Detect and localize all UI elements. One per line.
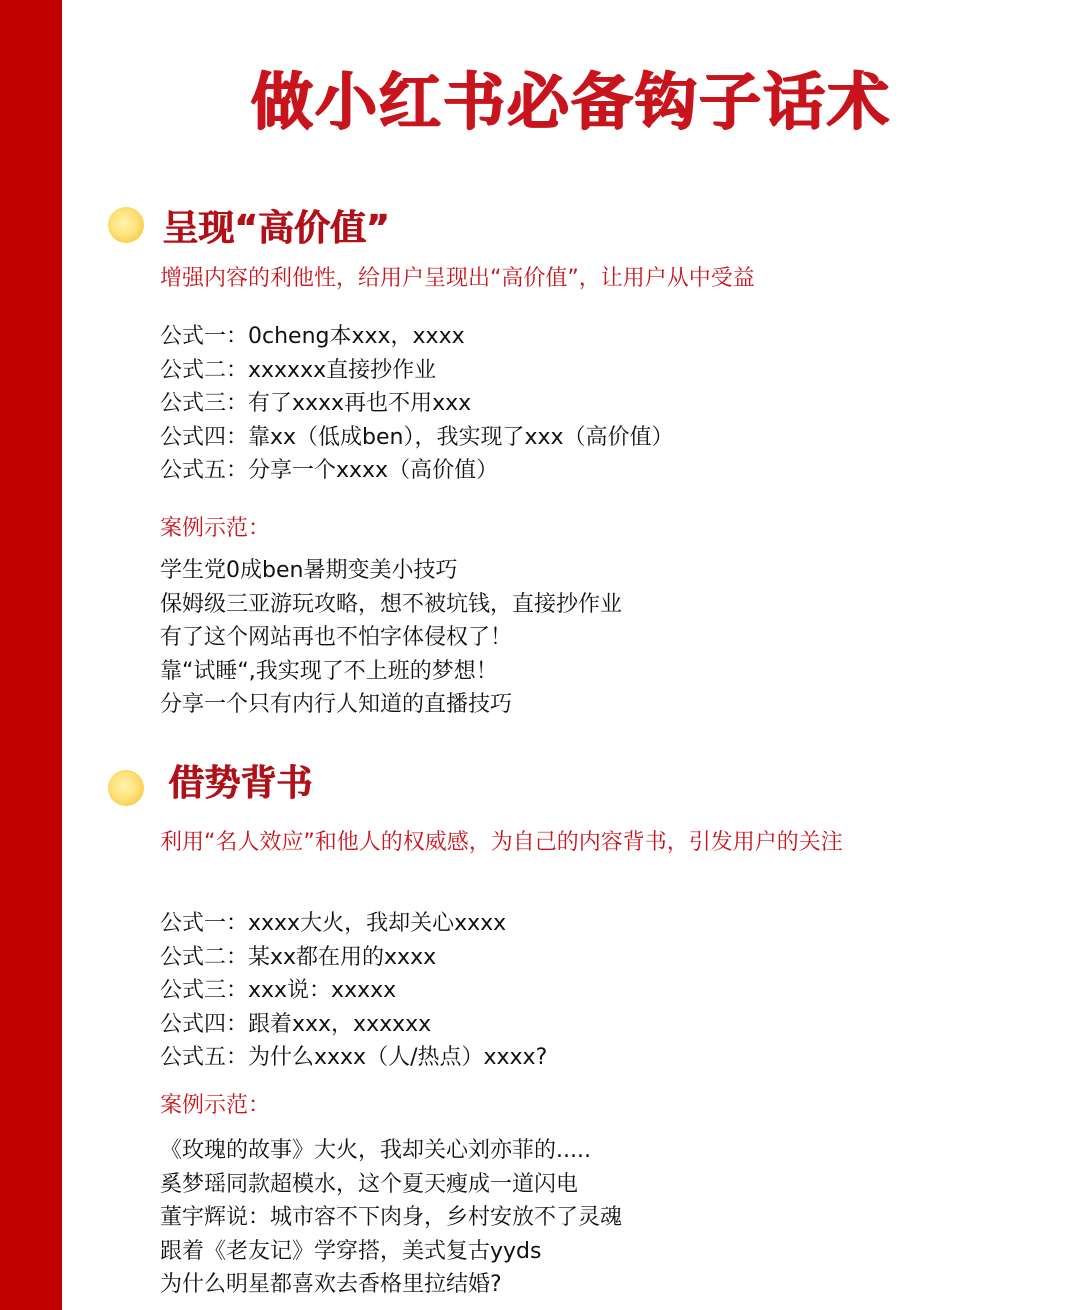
- section-subtitle: 利用“名人效应”和他人的权威感，为自己的内容背书，引发用户的关注: [160, 830, 843, 855]
- example-list: [160, 1134, 1040, 1302]
- formula-item: 公式二：xxxxxx直接抄作业: [160, 357, 437, 383]
- example-list: [160, 554, 1040, 722]
- formula-item: 公式二：某xx都在用的xxxx: [160, 944, 437, 970]
- example-item: 《玫瑰的故事》大火，我却关心刘亦菲的.....: [160, 1138, 591, 1163]
- yellow-dot-icon: [108, 207, 144, 243]
- left-accent-bar: [0, 0, 62, 1310]
- example-item: 有了这个网站再也不怕字体侵权了！: [160, 625, 513, 650]
- page-title: 做小红书必备钩子话术: [250, 65, 891, 138]
- example-item: 分享一个只有内行人知道的直播技巧: [160, 692, 513, 717]
- formula-item: 公式四：靠xx（低成ben），我实现了xxx（高价值）: [160, 424, 674, 450]
- example-item: 董宇辉说：城市容不下肉身，乡村安放不了灵魂: [160, 1205, 623, 1230]
- example-item: 靠“试睡“,我实现了不上班的梦想！: [160, 658, 498, 684]
- formula-item: 公式四：跟着xxx，xxxxxx: [160, 1011, 432, 1037]
- formula-list: [160, 907, 1040, 1075]
- example-item: 保姆级三亚游玩攻略，想不被坑钱，直接抄作业: [160, 591, 623, 617]
- yellow-dot-icon: [108, 770, 144, 806]
- formula-item: 公式三：有了xxxx再也不用xxx: [160, 391, 472, 416]
- section-heading: 呈现“高价值”: [162, 208, 390, 249]
- examples-label: 案例示范：: [160, 516, 271, 541]
- formula-item: 公式五：分享一个xxxx（高价值）: [160, 458, 499, 483]
- example-item: 学生党0成ben暑期变美小技巧: [160, 558, 458, 583]
- formula-item: 公式一：0cheng本xxx，xxxx: [160, 324, 465, 349]
- example-item: 奚梦瑶同款超模水，这个夏天瘦成一道闪电: [160, 1171, 579, 1197]
- formula-item: 公式一：xxxx大火，我却关心xxxx: [160, 911, 507, 936]
- formula-item: 公式三：xxx说：xxxxx: [160, 978, 397, 1003]
- examples-label: 案例示范：: [160, 1093, 271, 1118]
- section-subtitle: 增强内容的利他性，给用户呈现出“高价值”，让用户从中受益: [160, 266, 755, 291]
- example-item: 跟着《老友记》学穿搭，美式复古yyds: [160, 1238, 542, 1264]
- section-heading: 借势背书: [168, 763, 313, 804]
- example-item: 为什么明星都喜欢去香格里拉结婚?: [160, 1272, 502, 1297]
- formula-list: [160, 320, 1040, 488]
- formula-item: 公式五：为什么xxxx（人/热点）xxxx?: [160, 1045, 548, 1070]
